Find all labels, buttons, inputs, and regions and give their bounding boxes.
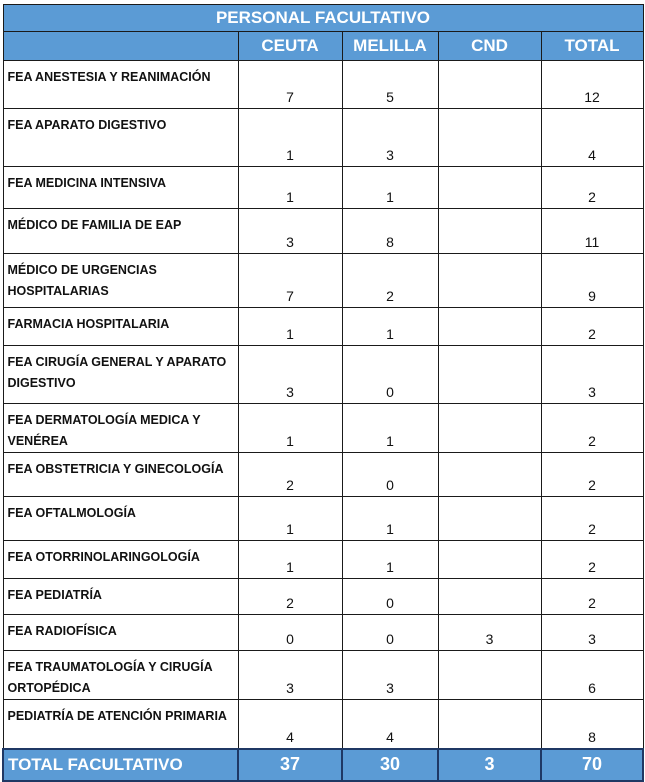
staff-table (2, 4, 644, 782)
cell-cnd (438, 167, 541, 209)
table-row (3, 700, 643, 749)
cell-cnd (438, 61, 541, 109)
cell-melilla: 4 (342, 700, 438, 749)
row-label: FARMACIA HOSPITALARIA (3, 308, 238, 346)
cell-melilla: 0 (342, 615, 438, 651)
row-label: FEA OBSTETRICIA Y GINECOLOGÍA (3, 453, 238, 497)
row-label: FEA CIRUGÍA GENERAL Y APARATO DIGESTIVO (3, 346, 238, 404)
table-title: PERSONAL FACULTATIVO (3, 5, 643, 32)
cell-cnd (438, 651, 541, 700)
total-total: 70 (541, 749, 643, 781)
table-row (3, 254, 643, 308)
cell-total: 3 (541, 615, 643, 651)
cell-melilla: 1 (342, 541, 438, 579)
cell-melilla: 1 (342, 497, 438, 541)
cell-melilla: 0 (342, 346, 438, 404)
table-row (3, 61, 643, 109)
cell-cnd (438, 541, 541, 579)
table-row (3, 651, 643, 700)
table-row (3, 579, 643, 615)
table-title-row (3, 5, 643, 32)
cell-total: 2 (541, 453, 643, 497)
cell-ceuta: 1 (238, 109, 342, 167)
row-label: MÉDICO DE FAMILIA DE EAP (3, 209, 238, 254)
row-label: FEA DERMATOLOGÍA MEDICA Y VENÉREA (3, 404, 238, 453)
cell-total: 6 (541, 651, 643, 700)
column-header-total: TOTAL (541, 32, 643, 61)
cell-melilla: 8 (342, 209, 438, 254)
cell-cnd (438, 109, 541, 167)
table-row (3, 109, 643, 167)
cell-ceuta: 3 (238, 346, 342, 404)
column-header-melilla: MELILLA (342, 32, 438, 61)
cell-cnd: 3 (438, 615, 541, 651)
cell-cnd (438, 209, 541, 254)
cell-total: 11 (541, 209, 643, 254)
cell-total: 8 (541, 700, 643, 749)
cell-cnd (438, 308, 541, 346)
cell-total: 2 (541, 579, 643, 615)
table-row (3, 541, 643, 579)
cell-cnd (438, 579, 541, 615)
cell-cnd (438, 254, 541, 308)
cell-ceuta: 1 (238, 497, 342, 541)
table-row (3, 209, 643, 254)
cell-ceuta: 2 (238, 579, 342, 615)
table-row (3, 167, 643, 209)
row-label: FEA OFTALMOLOGÍA (3, 497, 238, 541)
row-label: FEA PEDIATRÍA (3, 579, 238, 615)
total-row (3, 749, 643, 781)
cell-cnd (438, 497, 541, 541)
total-melilla: 30 (342, 749, 438, 781)
cell-melilla: 0 (342, 453, 438, 497)
row-label: FEA OTORRINOLARINGOLOGÍA (3, 541, 238, 579)
cell-cnd (438, 346, 541, 404)
cell-melilla: 1 (342, 404, 438, 453)
total-label: TOTAL FACULTATIVO (3, 749, 238, 781)
cell-ceuta: 2 (238, 453, 342, 497)
row-label: FEA APARATO DIGESTIVO (3, 109, 238, 167)
staff-table-container (2, 4, 642, 782)
table-row (3, 346, 643, 404)
cell-total: 3 (541, 346, 643, 404)
cell-ceuta: 7 (238, 61, 342, 109)
cell-cnd (438, 700, 541, 749)
row-label: MÉDICO DE URGENCIAS HOSPITALARIAS (3, 254, 238, 308)
cell-ceuta: 3 (238, 209, 342, 254)
cell-total: 2 (541, 167, 643, 209)
row-label: PEDIATRÍA DE ATENCIÓN PRIMARIA (3, 700, 238, 749)
cell-total: 2 (541, 308, 643, 346)
row-label: FEA MEDICINA INTENSIVA (3, 167, 238, 209)
cell-ceuta: 3 (238, 651, 342, 700)
cell-ceuta: 0 (238, 615, 342, 651)
cell-total: 2 (541, 541, 643, 579)
cell-total: 2 (541, 497, 643, 541)
cell-ceuta: 1 (238, 308, 342, 346)
cell-ceuta: 1 (238, 167, 342, 209)
cell-cnd (438, 453, 541, 497)
table-row (3, 404, 643, 453)
cell-cnd (438, 404, 541, 453)
column-header-ceuta: CEUTA (238, 32, 342, 61)
table-row (3, 615, 643, 651)
cell-melilla: 5 (342, 61, 438, 109)
cell-ceuta: 4 (238, 700, 342, 749)
cell-ceuta: 1 (238, 541, 342, 579)
row-label: FEA TRAUMATOLOGÍA Y CIRUGÍA ORTOPÉDICA (3, 651, 238, 700)
cell-ceuta: 1 (238, 404, 342, 453)
table-row (3, 497, 643, 541)
table-row (3, 308, 643, 346)
cell-total: 4 (541, 109, 643, 167)
column-header-cnd: CND (438, 32, 541, 61)
total-cnd: 3 (438, 749, 541, 781)
row-label: FEA RADIOFÍSICA (3, 615, 238, 651)
column-header-blank (3, 32, 238, 61)
cell-melilla: 3 (342, 651, 438, 700)
column-header-row (3, 32, 643, 61)
cell-ceuta: 7 (238, 254, 342, 308)
cell-total: 2 (541, 404, 643, 453)
cell-melilla: 1 (342, 308, 438, 346)
cell-total: 9 (541, 254, 643, 308)
total-ceuta: 37 (238, 749, 342, 781)
cell-melilla: 1 (342, 167, 438, 209)
table-row (3, 453, 643, 497)
cell-total: 12 (541, 61, 643, 109)
row-label: FEA ANESTESIA Y REANIMACIÓN (3, 61, 238, 109)
cell-melilla: 0 (342, 579, 438, 615)
cell-melilla: 2 (342, 254, 438, 308)
cell-melilla: 3 (342, 109, 438, 167)
